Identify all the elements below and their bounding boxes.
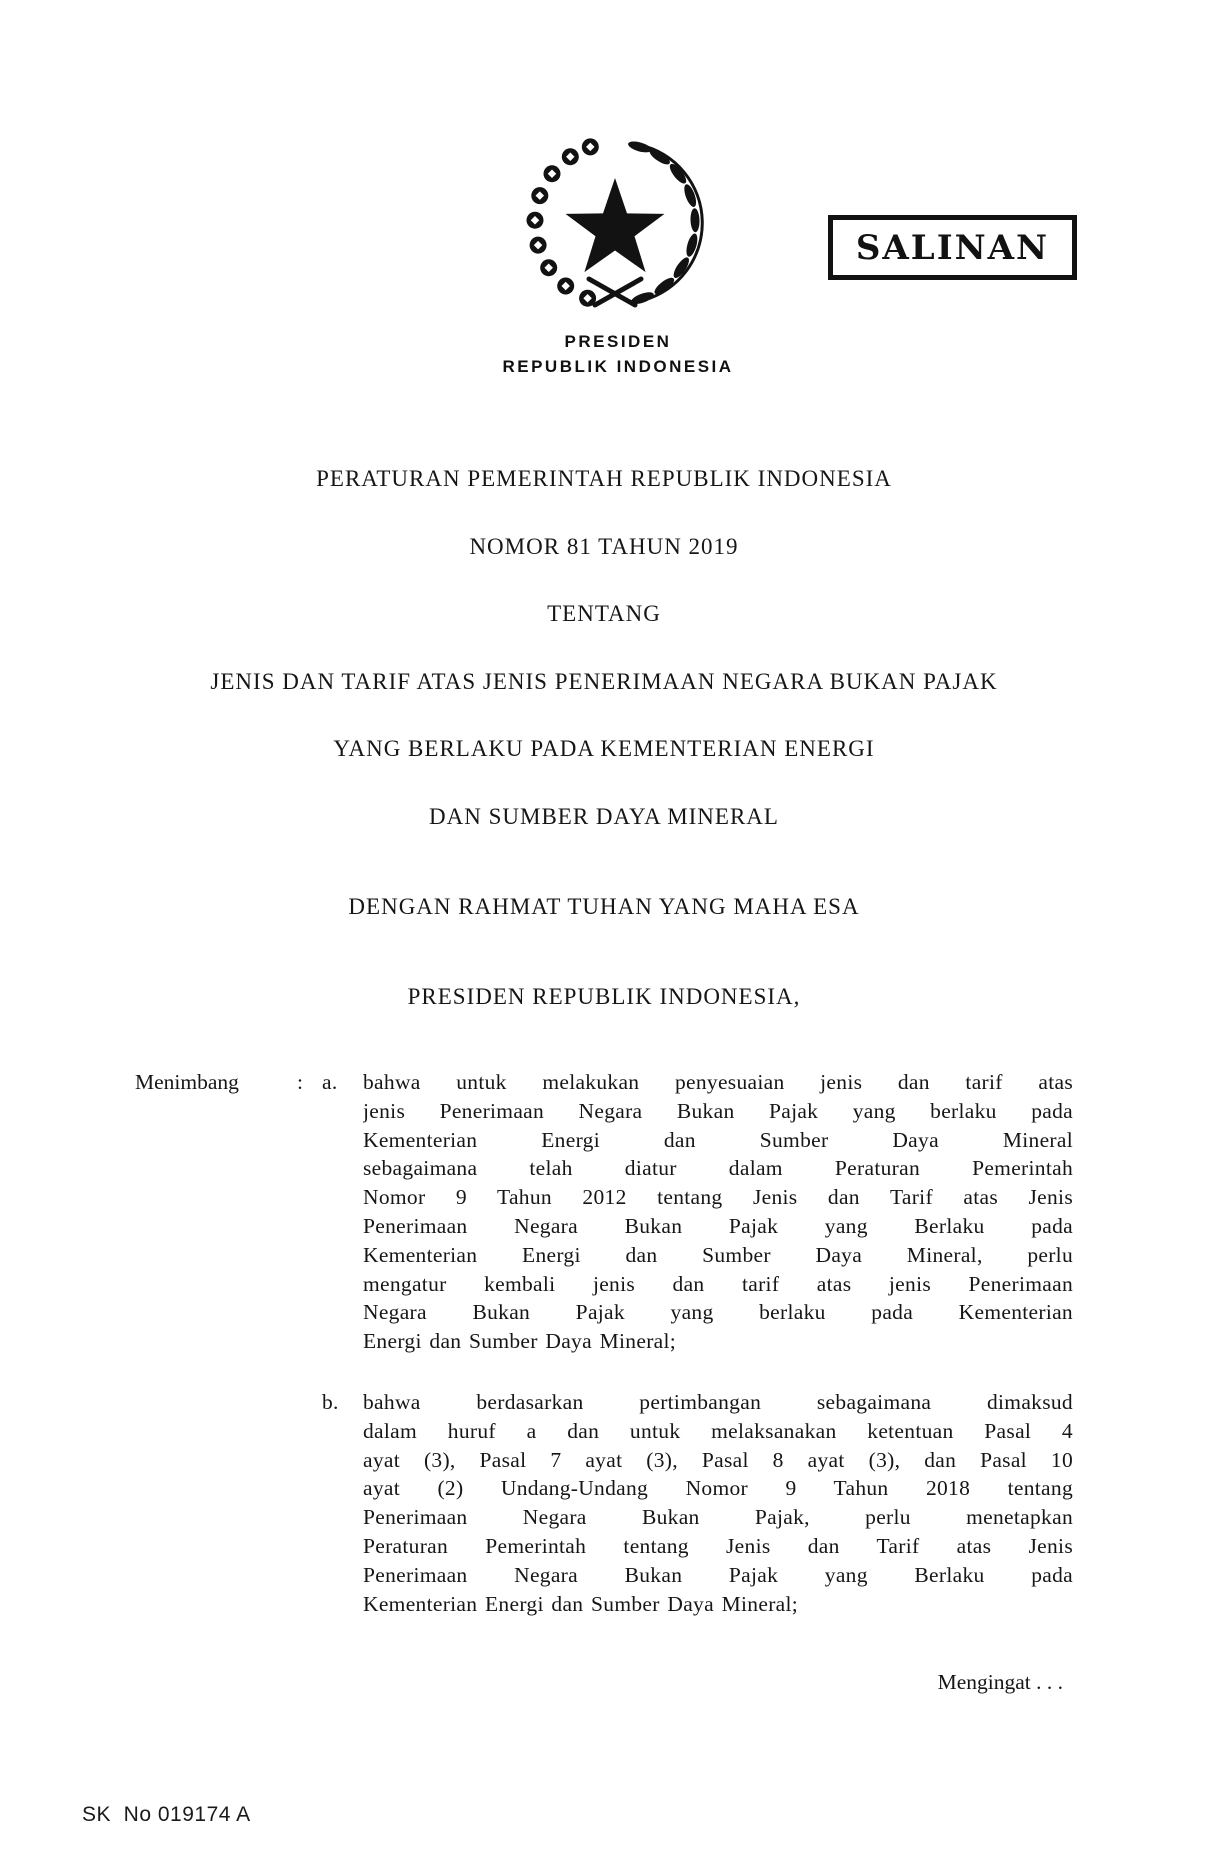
subject-line-2: YANG BERLAKU PADA KEMENTERIAN ENERGI [333,736,875,761]
tentang-line: TENTANG [547,601,661,626]
salinan-copy-stamp [828,215,1077,280]
footer-sk-number: SK No 019174 A [82,1803,251,1826]
regulation-title-line: PERATURAN PEMERINTAH REPUBLIK INDONESIA [316,466,892,491]
item-text-b: bahwa berdasarkan pertimbangan sebagaimana dimaksud dalam huruf a dan untuk melaksanakan ketentuan Pasal 4 ayat (3), Pasal 7 ayat (3), Pasal 8 ayat (3), dan Pasal 10 ayat (2) Undang-Undang Nomor 9 Tahun 2018 tentang Penerimaan Negara Bukan Pajak, perlu menetapkan Peraturan Pemerintah tentang Jenis dan Tarif atas Jenis Penerimaan Negara Bukan Pajak yang Berlaku pada Kementerian Energi dan Sumber Daya Mineral; [363,1389,1073,1616]
consideration-item-b [322,1388,1073,1618]
menimbang-items [322,1068,1073,1618]
presidential-seal-icon [523,118,707,308]
invocation-line: DENGAN RAHMAT TUHAN YANG MAHA ESA [348,894,860,919]
subject-line-3: DAN SUMBER DAYA MINERAL [429,804,779,829]
consideration-item-a [322,1068,1073,1356]
salinan-stamp-label: SALINAN [855,227,1050,268]
letterhead-line-republik-indonesia: REPUBLIK INDONESIA [502,357,734,376]
subject-line-1: JENIS DAN TARIF ATAS JENIS PENERIMAAN NEGARA BUKAN PAJAK [210,669,998,694]
menimbang-label: Menimbang [135,1070,239,1094]
letterhead-line-presiden: PRESIDEN [564,332,672,351]
star-shape [566,178,665,272]
item-text-a: bahwa untuk melakukan penyesuaian jenis dan tarif atas jenis Penerimaan Negara Bukan Pajak yang berlaku pada Kementerian Energi dan Sumber Daya Mineral sebagaimana telah diatur dalam Peraturan Pemerintah Nomor 9 Tahun 2012 tentang Jenis dan Tarif atas Jenis Penerimaan Negara Bukan Pajak yang Berlaku pada Kementerian Energi dan Sumber Daya Mineral, perlu mengatur kembali jenis dan tarif atas jenis Penerimaan Negara Bukan Pajak yang berlaku pada Kementerian Energi dan Sumber Daya Mineral; [363,1070,1073,1354]
item-letter-b: b. [322,1389,339,1414]
menimbang-colon: : [297,1070,303,1094]
item-letter-a: a. [322,1070,338,1094]
catchword-mengingat: Mengingat . . . [937,1670,1063,1694]
enacting-authority-line: PRESIDEN REPUBLIK INDONESIA, [407,984,801,1009]
regulation-number-line: NOMOR 81 TAHUN 2019 [469,534,739,559]
